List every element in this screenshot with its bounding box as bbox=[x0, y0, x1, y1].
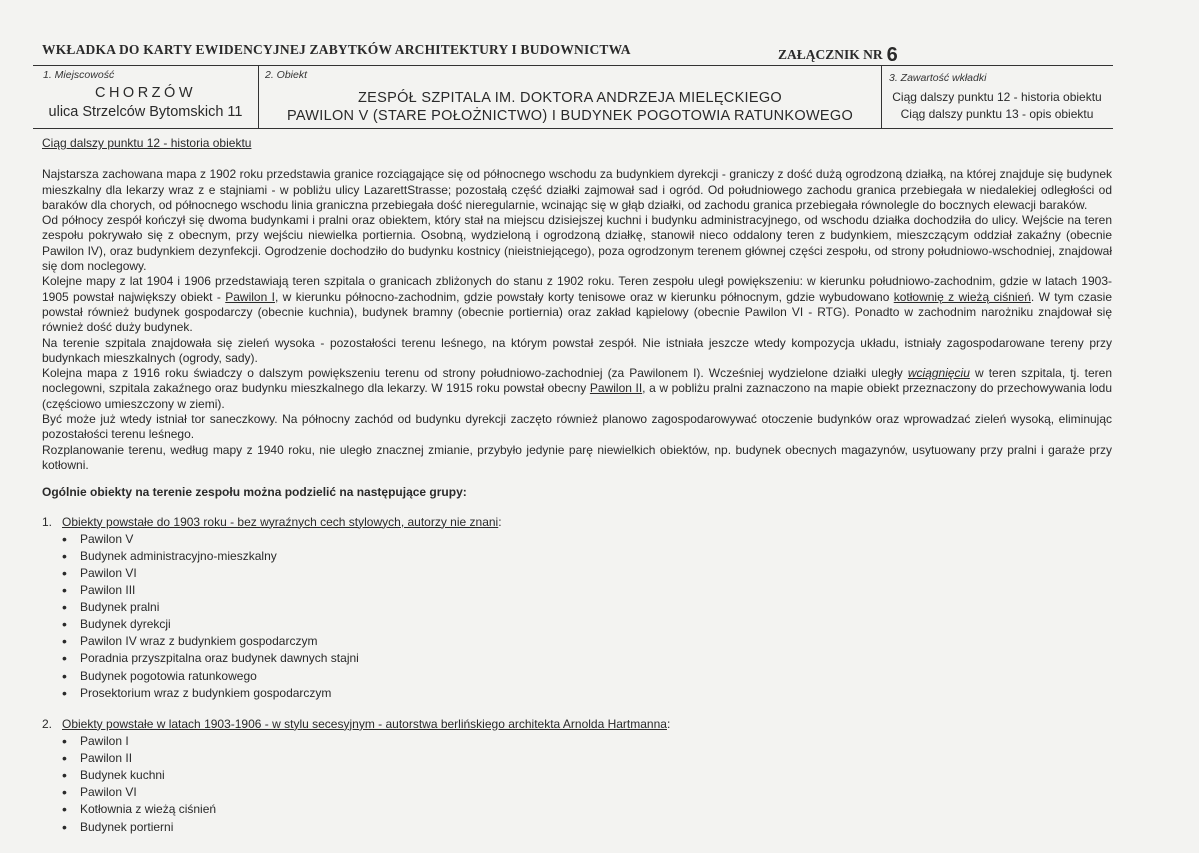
paragraph: Kolejne mapy z lat 1904 i 1906 przedstawiają teren szpitala o granicach zbliżonych do stanu z 1902 roku. Teren zespołu uległ powiększeniu: w kierunku południowo-zachodnim, gdzie w latach 1903-1905 powstał największy obiekt - Pawilon I, w kierunku północno-zachodnim, gdzie powstały korty tenisowe oraz w kierunku północnym, gdzie wybudowano kotłownię z wieżą ciśnień. W tym czasie powstał również budynek gospodarczy (obecnie kuchnia), budynek bramny (obecnie portiernia) oraz zakład kąpielowy (obecnie Pawilon VI - RTG). Ponadto w zachodnim narożniku znajdował się również dość duży budynek. bbox=[42, 274, 1112, 335]
list-title: Obiekty powstałe do 1903 roku - bez wyraźnych cech stylowych, autorzy nie znani bbox=[62, 514, 499, 529]
street-address: ulica Strzelców Bytomskich 11 bbox=[48, 104, 243, 120]
list-item: • Budynek administracyjno-mieszkalny bbox=[80, 548, 1112, 565]
header-table bbox=[33, 65, 1113, 129]
object-name-line1: ZESPÓŁ SZPITALA IM. DOKTORA ANDRZEJA MIELĘCKIEGO bbox=[358, 90, 782, 106]
annex-label-text: ZAŁĄCZNIK NR bbox=[778, 47, 883, 62]
list-item: • Pawilon V bbox=[80, 531, 1112, 548]
paragraph: Być może już wtedy istniał tor saneczkowy. Na północny zachód od budynku dyrekcji zaczęto również planowo zagospodarowywać otoczenie budynków oraz wprowadzać zieleń wysoką, eliminując pozostałości terenu leśnego. bbox=[42, 412, 1112, 442]
list-item: • Pawilon VI bbox=[80, 784, 1112, 801]
link-kotlownia: kotłownię z wieżą ciśnień bbox=[893, 289, 1031, 304]
link-pawilon-ii: Pawilon II bbox=[589, 381, 643, 396]
list-item: • Budynek pogotowia ratunkowego bbox=[80, 668, 1112, 685]
list-item: • Prosektorium wraz z budynkiem gospodarczym bbox=[80, 685, 1112, 702]
annex-label bbox=[778, 42, 928, 65]
location-label: 1. Miejscowość bbox=[43, 69, 115, 81]
list-1 bbox=[42, 531, 1112, 702]
object-cell bbox=[261, 89, 879, 125]
list-item: • Poradnia przyszpitalna oraz budynek dawnych stajni bbox=[80, 650, 1112, 667]
list-1-heading: 1. Obiekty powstałe do 1903 roku - bez wyraźnych cech stylowych, autorzy nie znani: bbox=[42, 514, 502, 529]
annex-number: 6 bbox=[886, 44, 898, 66]
list-2 bbox=[42, 733, 1112, 836]
contents-line2: Ciąg dalszy punktu 13 - opis obiektu bbox=[900, 107, 1094, 121]
location-cell bbox=[33, 84, 258, 122]
object-label: 2. Obiekt bbox=[265, 69, 308, 81]
list-item: • Budynek portierni bbox=[80, 819, 1112, 836]
section-heading: Ciąg dalszy punktu 12 - historia obiektu bbox=[42, 136, 252, 150]
city-name: CHORZÓW bbox=[94, 85, 196, 101]
list-number: 1. bbox=[42, 514, 53, 529]
column-divider bbox=[881, 66, 882, 128]
list-item: • Pawilon VI bbox=[80, 565, 1112, 582]
groups-heading: Ogólnie obiekty na terenie zespołu można podzielić na następujące grupy: bbox=[42, 485, 467, 500]
paragraph: Najstarsza zachowana mapa z 1902 roku przedstawia granice rozciągające się od północnego wschodu za budynkiem dyrekcji - graniczy z dość dużą ogrodzoną działką, na której znajduje się budynek mieszkalny dla lekarzy wraz z e stajniami - w pobliżu ulicy LazarettStrasse; pozostałą część działki zajmował sad i ogród. Od południowego zachodu granica przebiegała w niedalekiej odległości od baraków dla chorych, od północnego wschodu linia graniczna przebiegała dość nieregularnie, wcinając się w głąb działki, od zachodu granica przebiegała równolegle do bocznych elewacji baraków. bbox=[42, 167, 1112, 212]
list-item: • Budynek dyrekcji bbox=[80, 616, 1112, 633]
list-item: • Pawilon II bbox=[80, 750, 1112, 767]
list-2-heading: 2. Obiekty powstałe w latach 1903-1906 - w stylu secesyjnym - autorstwa berlińskiego architekta Arnolda Hartmanna: bbox=[42, 716, 671, 731]
paragraph: Rozplanowanie terenu, według mapy z 1940 roku, nie uległo znacznej zmianie, przybyło jedynie parę niewielkich obiektów, np. budynek obecnych magazynów, usytuowany przy pralni i garaże przy kotłowni. bbox=[42, 442, 1112, 472]
emphasis-term: wciągnięciu bbox=[907, 366, 970, 381]
list-item: • Budynek pralni bbox=[80, 599, 1112, 616]
contents-label: 3. Zawartość wkładki bbox=[889, 72, 987, 84]
object-name-line2: PAWILON V (STARE POŁOŻNICTWO) I BUDYNEK POGOTOWIA RATUNKOWEGO bbox=[286, 108, 854, 124]
paragraph: Na terenie szpitala znajdowała się zieleń wysoka - pozostałości terenu leśnego, na którym powstał zespół. Nie istniała jeszcze wtedy kompozycja układu, istniały zagospodarowane tereny przy budynkach mieszkalnych (ogrody, sady). bbox=[42, 335, 1112, 365]
list-number: 2. bbox=[42, 716, 53, 731]
list-item: • Pawilon III bbox=[80, 582, 1112, 599]
column-divider bbox=[258, 66, 259, 128]
document-title: WKŁADKA DO KARTY EWIDENCYJNEJ ZABYTKÓW ARCHITEKTURY I BUDOWNICTWA bbox=[42, 42, 631, 57]
link-pawilon-i: Pawilon I bbox=[225, 289, 275, 304]
list-item: • Pawilon I bbox=[80, 733, 1112, 750]
list-title: Obiekty powstałe w latach 1903-1906 - w stylu secesyjnym - autorstwa berlińskiego architekta Arnolda Hartmanna bbox=[62, 716, 667, 731]
list-item: • Budynek kuchni bbox=[80, 767, 1112, 784]
list-item: • Kotłownia z wieżą ciśnień bbox=[80, 801, 1112, 818]
paragraph: Od północy zespół kończył się dwoma budynkami i pralni oraz obiektem, który stał na miejscu dzisiejszej kuchni i budynku administracyjnego, od wschodu działka dochodziła do ulicy. Wejście na teren zespołu pokrywało się z obecnym, przy wejściu niewielka portiernia. Osobną, wydzieloną i ogrodzoną działkę, stanowił nieco oddalony teren z budynkiem, mieszczącym oddział zakaźny (obecnie Pawilon IV), oraz budynkiem dezynfekcji. Ogrodzenie dochodziło do budynku kostnicy (nieistniejącego), poza ogrodzonym terenem głównej części zespołu, od strony południowo-wschodniej, znajdował się dom noclegowy. bbox=[42, 213, 1112, 274]
contents-cell bbox=[883, 89, 1111, 123]
document-body bbox=[42, 136, 1112, 836]
paragraph: Kolejna mapa z 1916 roku świadczy o dalszym powiększeniu terenu od strony południowo-zachodniej (za Pawilonem I). Wcześniej wydzielone działki uległy wciągnięciu w teren szpitala, tj. teren noclegowni, szpitala zakaźnego oraz budynku mieszkalnego dla lekarzy. W 1915 roku powstał obecny Pawilon II, a w pobliżu pralni zaznaczono na mapie obiekt przeznaczony do przechowywania lodu (częściowo umieszczony w ziemi). bbox=[42, 366, 1113, 411]
list-item: • Pawilon IV wraz z budynkiem gospodarczym bbox=[80, 633, 1112, 650]
contents-line1: Ciąg dalszy punktu 12 - historia obiektu bbox=[892, 90, 1102, 104]
